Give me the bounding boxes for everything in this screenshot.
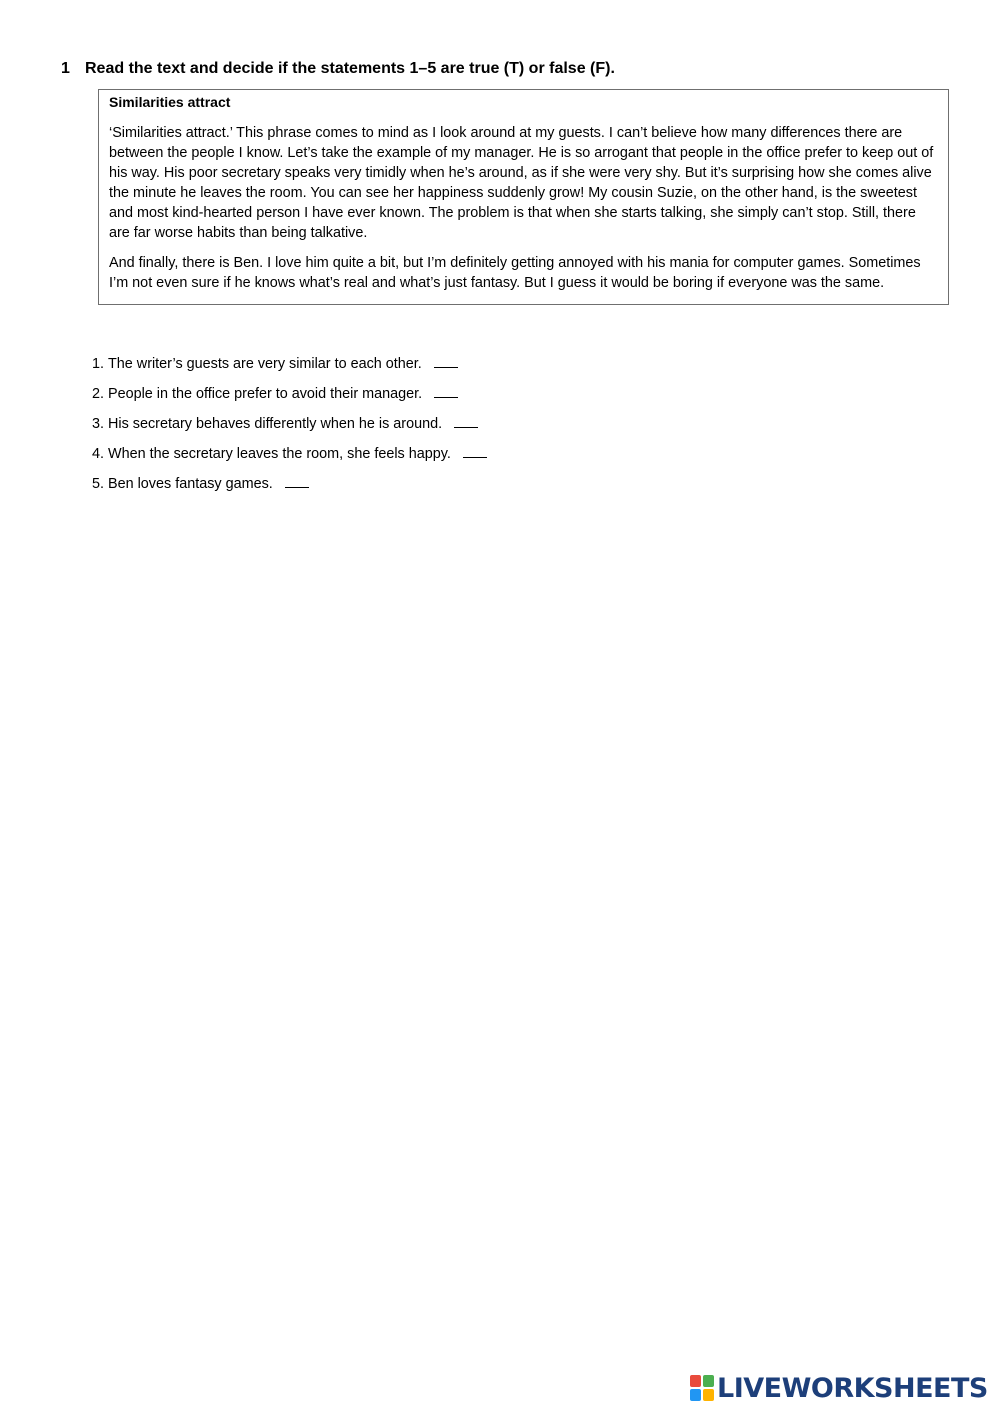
answer-blank[interactable] (285, 473, 309, 488)
statement-item (92, 443, 487, 473)
logo-tile (703, 1389, 714, 1401)
liveworksheets-logo-icon (690, 1375, 714, 1401)
answer-blank[interactable] (454, 413, 478, 428)
task-instruction: Read the text and decide if the statements 1–5 are true (T) or false (F). (85, 60, 615, 77)
statement-list (92, 353, 487, 503)
statement-text: His secretary behaves differently when he is around. (108, 416, 443, 432)
reading-text-box (98, 89, 949, 305)
statement-number: 5. (92, 476, 105, 492)
logo-tile (703, 1375, 714, 1387)
statement-item (92, 473, 487, 503)
statement-number: 2. (92, 386, 105, 402)
statement-text: The writer’s guests are very similar to each other. (108, 356, 422, 372)
statement-number: 3. (92, 416, 105, 432)
statement-text: When the secretary leaves the room, she feels happy. (108, 446, 451, 462)
answer-blank[interactable] (434, 353, 458, 368)
statement-text: People in the office prefer to avoid their manager. (108, 386, 423, 402)
statement-text: Ben loves fantasy games. (108, 476, 273, 492)
statement-number: 1. (92, 356, 105, 372)
statement-item (92, 383, 487, 413)
reading-title: Similarities attract (109, 94, 231, 110)
answer-blank[interactable] (463, 443, 487, 458)
logo-tile (690, 1375, 701, 1387)
brand-name: LIVEWORKSHEETS (717, 1372, 988, 1404)
reading-paragraph: And finally, there is Ben. I love him quite a bit, but I’m definitely getting annoyed with his mania for computer games. Sometimes I’m not even sure if he knows what’s real and what’s just fantasy. But I guess it would be boring if everyone was the same. (109, 255, 921, 291)
logo-tile (690, 1389, 701, 1401)
liveworksheets-brand (690, 1372, 988, 1404)
answer-blank[interactable] (434, 383, 458, 398)
reading-paragraph: ‘Similarities attract.’ This phrase comes to mind as I look around at my guests. I can’t believe how many differences there are between the people I know. Let’s take the example of my manager. He is so arrogant that people in the office prefer to keep out of his way. His poor secretary speaks very timidly when he’s around, as if she were very shy. But it’s surprising how she comes alive the minute he leaves the room. You can see her happiness suddenly grow! My cousin Suzie, on the other hand, is the sweetest and most kind-hearted person I have ever known. The problem is that when she starts talking, she simply can’t stop. Still, there are far worse habits than being talkative. (109, 125, 934, 241)
statement-number: 4. (92, 446, 105, 462)
task-number: 1 (61, 60, 70, 77)
task-heading (61, 60, 615, 78)
statement-item (92, 413, 487, 443)
statement-item (92, 353, 487, 383)
